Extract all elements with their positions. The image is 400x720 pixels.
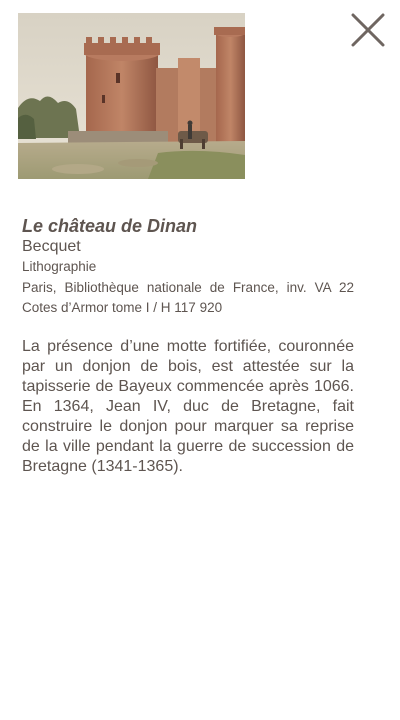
- artwork-technique: Lithographie: [22, 259, 97, 274]
- artwork-image: [18, 13, 245, 179]
- close-icon: [349, 11, 387, 49]
- artwork-description: La présence d’une motte fortifiée, couronnée par un donjon de bois, est attestée sur la tapisserie de Bayeux commencée après 1066. En 1364, Jean IV, duc de Bretagne, fait construire le donjon pour marquer sa reprise de la ville pendant la guerre de succession de Bretagne (1341-1365).: [22, 338, 354, 475]
- artwork-location: Paris, Bibliothèque nationale de France, inv. VA 22 Cotes d’Armor tome I / H 117 920: [22, 280, 354, 315]
- artwork-author: Becquet: [22, 238, 81, 255]
- artwork-caption: [22, 215, 354, 318]
- close-button[interactable]: [349, 11, 387, 49]
- artwork-title: Le château de Dinan: [22, 216, 198, 236]
